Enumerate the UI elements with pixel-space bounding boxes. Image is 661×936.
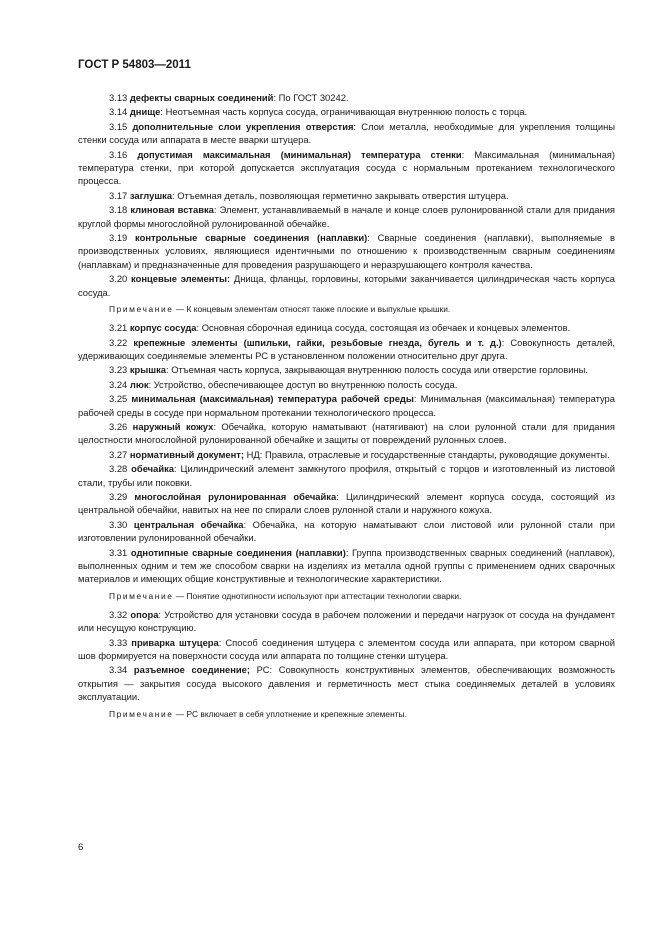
definition-entry [78, 120, 615, 147]
entry-term: приварка штуцера [131, 636, 219, 648]
definition-entry [78, 663, 615, 703]
entry-text: : Максимальная (минимальная) температура стенки, при которой допускается эксплуатация сосуда с нормальным протеканием технологического процесса. [78, 148, 615, 187]
entry-text: : Элемент, устанавливаемый в начале и конце слоев рулонированной стали для придания круглой формы многослойной рулонированной обечайке. [78, 204, 616, 229]
definition-entry [78, 203, 615, 230]
entry-number: 3.16 [109, 148, 128, 160]
entry-number: 3.29 [109, 490, 128, 502]
entry-term: люк [129, 378, 149, 390]
definition-entry [78, 378, 615, 391]
document-header: ГОСТ Р 54803—2011 [78, 59, 191, 71]
entry-term: нормативный документ; [129, 448, 245, 460]
entry-number: 3.20 [109, 273, 128, 285]
entry-number: 3.18 [109, 204, 128, 216]
entry-text: : По ГОСТ 30242. [273, 92, 349, 103]
entry-number: 3.25 [109, 393, 128, 405]
entry-text: : Минимальная (максимальная) температура рабочей среды в сосуде при нормальном протекании технологического процесса. [78, 393, 615, 418]
definition-entry [78, 420, 615, 447]
entry-term: разъемное соединение; [133, 664, 250, 676]
entry-text: : Совокупность деталей, удерживающих соединяемые элементы РС в установленном положении относительно друг друга. [78, 336, 616, 361]
entry-text: НД: Правила, отраслевые и государственные стандарты, руководящие документы. [244, 448, 610, 460]
entry-term: корпус сосуда [129, 322, 197, 334]
entry-number: 3.30 [109, 518, 128, 530]
entry-text: РС: Совокупность конструктивных элементов, обеспечивающих возможность открытия — закрытия сосуда высокого давления и герметичность мест стыка соединяемых деталей в условиях эксплуатации. [78, 664, 615, 703]
entry-number: 3.13 [109, 92, 128, 103]
entry-term: дополнительные слои укрепления отверстия [132, 120, 354, 132]
definition-entry [78, 462, 615, 489]
note-text: — РС включает в себя уплотнение и крепежные элементы. [173, 708, 407, 719]
definition-entry [78, 231, 615, 271]
definition-entry [78, 272, 615, 299]
entry-number: 3.19 [109, 232, 128, 244]
definition-entry [78, 336, 615, 363]
entry-text: Днища, фланцы, горловины, которыми заканчивается цилиндрическая часть корпуса сосуда. [78, 273, 616, 298]
note-text: — К концевым элементам относят также плоские и выпуклые крышки. [173, 304, 451, 315]
entry-term: допустимая максимальная (минимальная) температура стенки [137, 148, 462, 160]
entry-number: 3.17 [109, 189, 128, 201]
note [78, 303, 615, 315]
entry-text: : Обечайка, на которую наматывают слои листовой или рулонной стали при изготовлении рулонированной обечайки. [78, 518, 616, 544]
definition-entry [78, 608, 615, 635]
entry-text: : Цилиндрический элемент замкнутого профиля, открытый с торцов и изготовленный из листовой стали, трубы или поковки. [78, 463, 615, 488]
entry-number: 3.32 [109, 608, 128, 620]
entry-number: 3.34 [109, 664, 128, 676]
definition-entry [78, 91, 615, 104]
entry-number: 3.15 [109, 120, 128, 132]
entry-term: центральная обечайка [133, 518, 244, 530]
definition-entry [78, 636, 615, 663]
entry-number: 3.27 [109, 448, 128, 460]
entry-text: : Слои металла, необходимые для укрепления толщины стенки сосуда или аппарата в месте вварки штуцера. [78, 120, 615, 146]
note-label: Примечание [109, 590, 174, 601]
entry-text: : Обечайка, которую наматывают (натягивают) на слои рулонной стали для придания целостности многослойной рулонированной обечайке и защиты от повреждений рулонных слоев. [78, 420, 615, 446]
entry-term: однотипные сварные соединения (наплавки) [130, 546, 346, 558]
entry-number: 3.21 [109, 322, 128, 334]
entry-term: крепежные элементы (шпильки, гайки, резьбовые гнезда, бугель и т. д.) [133, 336, 502, 348]
note [78, 590, 615, 602]
definition-entry [78, 363, 615, 376]
entry-term: опора [130, 608, 159, 620]
entry-term: многослойная рулонированная обечайка [134, 490, 337, 502]
entry-text: : Устройство, обеспечивающее доступ во внутреннюю полость сосуда. [148, 378, 458, 390]
definition-entry [78, 546, 615, 586]
definition-entry [78, 392, 615, 419]
note-text: — Понятие однотипности используют при аттестации технологии сварки. [173, 590, 462, 601]
note-label: Примечание [109, 708, 174, 719]
entry-term: клиновая вставка [130, 204, 214, 216]
definition-entry [78, 105, 615, 118]
entry-term: наружный кожух [132, 420, 214, 432]
entry-text: : Неотъемная часть корпуса сосуда, ограничивающая внутреннюю полость с торца. [160, 106, 528, 118]
definition-entry [78, 490, 615, 517]
entry-number: 3.23 [109, 364, 128, 376]
entry-term: контрольные сварные соединения (наплавки) [135, 232, 368, 244]
entry-number: 3.24 [109, 378, 128, 390]
entry-text: : Способ соединения штуцера с элементом сосуда или аппарата, при котором сварной шов формируется на поверхности сосуда или аппарата по толщине стенки штуцера. [78, 636, 616, 662]
entry-term: крышка [129, 364, 167, 376]
definition-entry [78, 189, 615, 202]
entry-number: 3.22 [109, 336, 128, 348]
page-number: 6 [78, 842, 84, 853]
entry-number: 3.31 [109, 546, 128, 558]
entry-text: : Группа производственных сварных соединений (наплавок), выполненных одним и тем же способом сварки на изделиях из металла одной группы с применением одних сварочных материалов и имеющих общие конструктивные и технологические характеристики. [78, 546, 616, 585]
definition-entry [78, 321, 615, 334]
entry-text: : Отъемная деталь, позволяющая герметично закрывать отверстия штуцера. [172, 189, 509, 201]
entry-term: минимальная (максимальная) температура рабочей среды [131, 393, 414, 405]
definition-entry [78, 518, 615, 545]
entry-text: : Отъемная часть корпуса, закрывающая внутреннюю полость сосуда или отверстие горловины. [166, 364, 588, 376]
entry-text: : Основная сборочная единица сосуда, состоящая из обечаек и концевых элементов. [196, 322, 571, 334]
entry-term: обечайка [131, 463, 174, 475]
entry-term: днище [129, 106, 161, 118]
note-label: Примечание [109, 304, 174, 315]
entry-text: : Цилиндрический элемент корпуса сосуда, состоящий из центральной обечайки, навитых на нее по спирали слоев рулонной стали и наружного кожуха. [78, 490, 615, 516]
entry-term: концевые элементы: [131, 273, 231, 285]
note [78, 708, 615, 720]
definitions-list [78, 91, 615, 726]
definition-entry [78, 148, 615, 188]
entry-term: дефекты сварных соединений [129, 92, 274, 103]
entry-text: : Устройство для установки сосуда в рабочем положении и передачи нагрузок от сосуда на фундамент или несущую конструкцию. [78, 608, 616, 634]
definition-entry [78, 448, 615, 461]
entry-number: 3.14 [109, 106, 128, 118]
entry-term: заглушка [129, 189, 173, 201]
entry-text: : Сварные соединения (наплавки), выполняемые в производственных условиях, являющиеся идентичными по отношению к производственным сварным соединениям (наплавкам) и предназначенные для проведения разрушающего и неразрушающего контроля качества. [78, 232, 615, 270]
entry-number: 3.33 [109, 636, 128, 648]
entry-number: 3.28 [109, 463, 128, 475]
entry-number: 3.26 [109, 420, 128, 432]
